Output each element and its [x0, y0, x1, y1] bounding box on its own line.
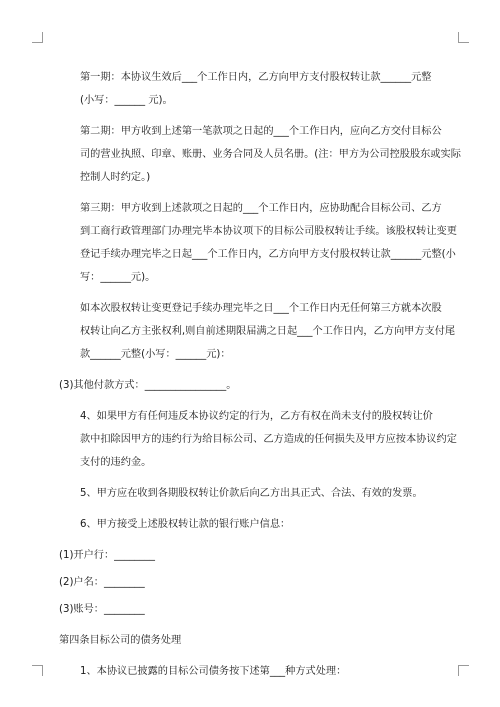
text-line: 款中扣除因甲方的违约行为给目标公司、乙方造成的任何损失及甲方应按本协议约定	[80, 434, 457, 445]
paragraph	[59, 571, 444, 594]
text-line: (2)户名：________	[59, 577, 145, 588]
crop-mark-bottom-right	[458, 665, 469, 676]
paragraph	[59, 297, 456, 366]
text-line: 第二期：甲方收到上述第一笔款项之日起的___个工作日内，应向乙方交付目标公	[80, 126, 442, 137]
text-line: 第一期：本协议生效后___个工作日内，乙方向甲方支付股权转让款______元整	[80, 72, 432, 83]
text-line: (小写：______ 元)。	[80, 95, 173, 106]
text-line: 6、甲方接受上述股权转让款的银行账户信息：	[80, 519, 291, 530]
text-line: 写：______元)。	[80, 272, 156, 283]
text-line: 控制人时约定。)	[80, 172, 151, 183]
text-line: 1、本协议已披露的目标公司债务按下述第___种方式处理：	[80, 666, 347, 677]
text-line: 支付的违约金。	[80, 457, 152, 468]
crop-mark-top-right	[458, 32, 469, 43]
paragraph	[59, 629, 444, 652]
text-line: 司的营业执照、印章、账册、业务合同及人员名册。(注：甲方为公司控股股东或实际	[80, 149, 461, 160]
paragraph	[59, 197, 457, 289]
text-line: 登记手续办理完毕之日起___个工作日内，乙方向甲方支付股权转让款______元整(小	[80, 249, 456, 260]
text-line: (3)账号：________	[59, 604, 145, 615]
text-line: (1)开户行：________	[59, 550, 155, 561]
text-line: 5、甲方应在收到各期股权转让价款后向乙方出具正式、合法、有效的发票。	[80, 488, 423, 499]
document-body	[59, 66, 461, 691]
paragraph	[59, 66, 444, 112]
text-line: 款______元整(小写：______元)：	[80, 349, 231, 360]
text-line: 第三期：甲方收到上述款项之日起的___个工作日内，应协助配合目标公司、乙方	[80, 203, 442, 214]
paragraph	[59, 120, 461, 189]
text-line: 第四条目标公司的债务处理	[59, 635, 182, 646]
text-line: 如本次股权转让变更登记手续办理完毕之日___个工作日内无任何第三方就本次股	[80, 303, 442, 314]
crop-mark-bottom-left	[32, 665, 43, 676]
text-line: 到工商行政管理部门办理完毕本协议项下的目标公司股权转让手续。该股权转让变更	[80, 226, 457, 237]
paragraph	[59, 405, 457, 474]
paragraph	[59, 482, 444, 505]
paragraph	[59, 598, 444, 621]
paragraph	[59, 513, 444, 536]
paragraph	[59, 374, 444, 397]
crop-mark-top-left	[32, 32, 43, 43]
text-line: 权转让向乙方主张权利,则自前述期限届满之日起___个工作日内，乙方向甲方支付尾	[80, 326, 456, 337]
paragraph	[59, 544, 444, 567]
text-line: 4、如果甲方有任何违反本协议约定的行为，乙方有权在尚未支付的股权转让价	[80, 411, 433, 422]
paragraph	[59, 660, 444, 683]
text-line: (3)其他付款方式：________________。	[59, 380, 237, 391]
